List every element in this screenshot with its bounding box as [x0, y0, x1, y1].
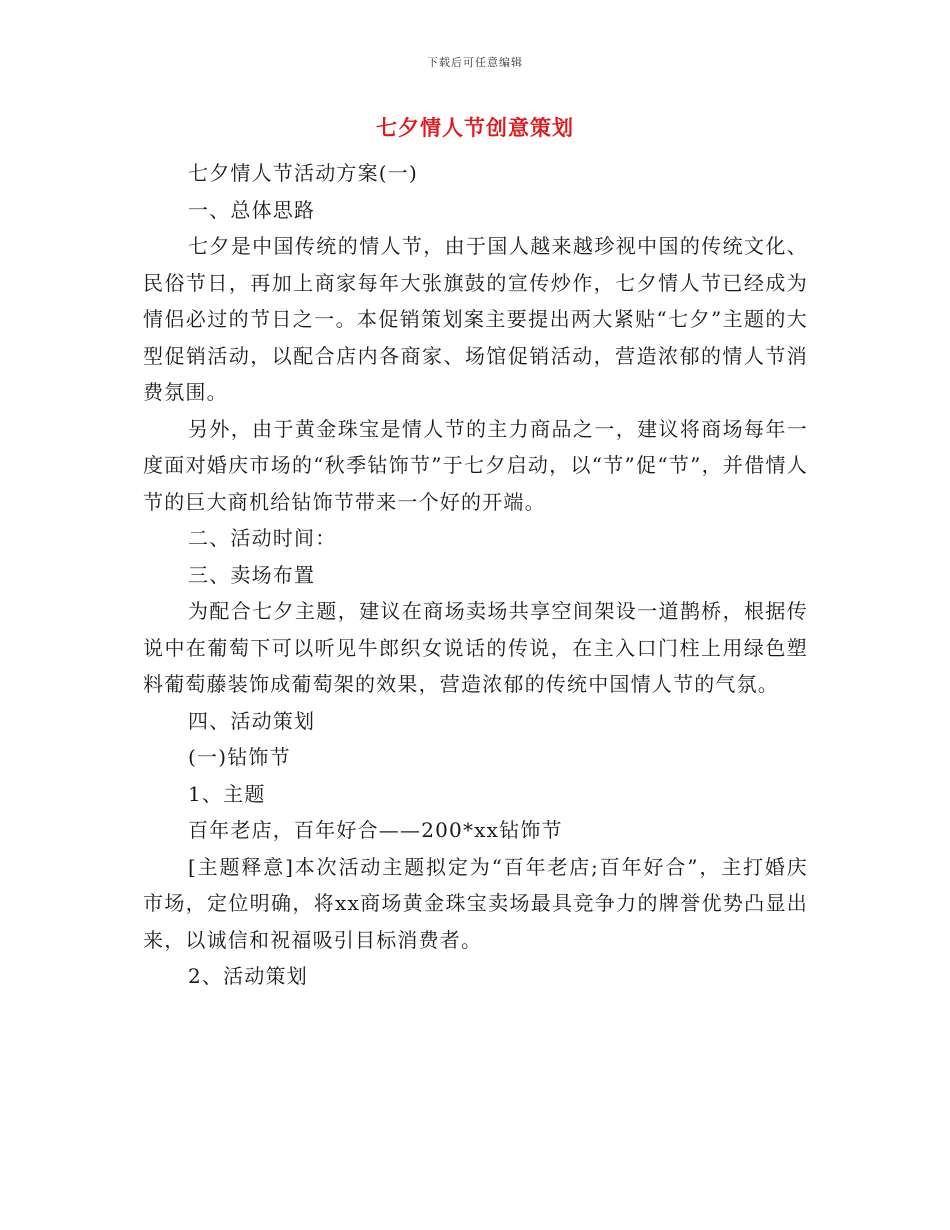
- header-note: 下载后可任意编辑: [427, 56, 523, 69]
- body-paragraph: 为配合七夕主题，建议在商场卖场共享空间架设一道鹊桥，根据传说中在葡萄下可以听见牛郎织女说话的传说，在主入口门柱上用绿色塑料葡萄藤装饰成葡萄架的效果，营造浓郁的传统中国情人节的气氛。: [143, 599, 808, 696]
- body-paragraph: 百年老店，百年好合——200*xx钻饰节: [188, 818, 563, 842]
- section-heading: 一、总体思路: [188, 197, 316, 222]
- section-heading: 三、卖场布置: [188, 562, 316, 587]
- section-heading: 七夕情人节活动方案(一): [188, 161, 419, 185]
- document-title: 七夕情人节创意策划: [376, 115, 574, 140]
- section-heading: 四、活动策划: [188, 708, 316, 733]
- document-body: [143, 155, 808, 995]
- body-paragraph: 另外，由于黄金珠宝是情人节的主力商品之一，建议将商场每年一度面对婚庆市场的“秋季钻饰节”于七夕启动，以“节”促“节”，并借情人节的巨大商机给钻饰节带来一个好的开端。: [143, 416, 808, 514]
- body-paragraph: [主题释意]本次活动主题拟定为“百年老店;百年好合”，主打婚庆市场，定位明确，将xx商场黄金珠宝卖场最具竞争力的牌誉优势凸显出来，以诚信和祝福吸引目标消费者。: [143, 854, 808, 952]
- subsection-heading: 2、活动策划: [188, 964, 308, 988]
- subsection-heading: 1、主题: [188, 781, 266, 806]
- section-heading: 二、活动时间：: [188, 526, 337, 550]
- subsection-heading: (一)钻饰节: [188, 745, 291, 769]
- body-paragraph: 七夕是中国传统的情人节，由于国人越来越珍视中国的传统文化、民俗节日，再加上商家每年大张旗鼓的宣传炒作，七夕情人节已经成为情侣必过的节日之一。本促销策划案主要提出两大紧贴“七夕”主题的大型促销活动，以配合店内各商家、场馆促销活动，营造浓郁的情人节消费氛围。: [143, 234, 808, 404]
